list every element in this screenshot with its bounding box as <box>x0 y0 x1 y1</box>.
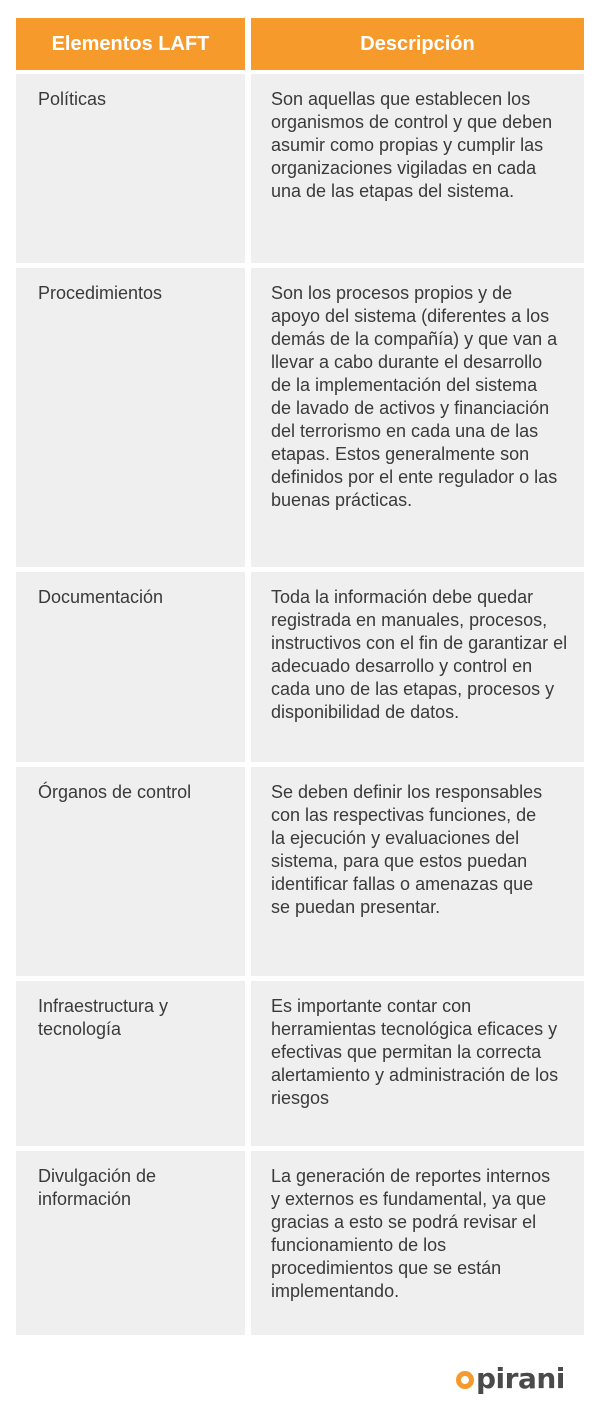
header-elementos-laft: Elementos LAFT <box>16 18 245 70</box>
row-element-procedimientos: Procedimientos <box>16 268 245 567</box>
row-element-divulgacion-de-informacion: Divulgación de información <box>16 1151 245 1335</box>
row-description-infraestructura-y-tecnologia: Es importante contar con herramientas tecnológica eficaces y efectivas que permitan la correcta alertamiento y administración de los riesgos <box>251 981 584 1146</box>
row-element-infraestructura-y-tecnologia: Infraestructura y tecnología <box>16 981 245 1146</box>
row-description-documentacion: Toda la información debe quedar registrada en manuales, procesos, instructivos con el fin de garantizar el adecuado desarrollo y control en cada uno de las etapas, procesos y disponibilidad de datos. <box>251 572 584 762</box>
row-element-politicas: Políticas <box>16 74 245 263</box>
logo-circle-icon <box>456 1371 474 1389</box>
row-description-politicas: Son aquellas que establecen los organismos de control y que deben asumir como propias y cumplir las organizaciones vigiladas en cada una de las etapas del sistema. <box>251 74 584 263</box>
row-element-documentacion: Documentación <box>16 572 245 762</box>
row-description-procedimientos: Son los procesos propios y de apoyo del sistema (diferentes a los demás de la compañía) y que van a llevar a cabo durante el desarrollo de la implementación del sistema de lavado de activos y financiación del terrorismo en cada una de las etapas. Estos generalmente son definidos por el ente regulador o las buenas prácticas. <box>251 268 584 567</box>
row-description-organos-de-control: Se deben definir los responsables con las respectivas funciones, de la ejecución y evaluaciones del sistema, para que estos puedan identificar fallas o amenazas que se puedan presentar. <box>251 767 584 976</box>
row-element-organos-de-control: Órganos de control <box>16 767 245 976</box>
logo-text: pirani <box>476 1362 565 1395</box>
header-descripcion: Descripción <box>251 18 584 70</box>
pirani-logo <box>456 1362 565 1395</box>
row-description-divulgacion-de-informacion: La generación de reportes internos y externos es fundamental, ya que gracias a esto se podrá revisar el funcionamiento de los procedimientos que se están implementando. <box>251 1151 584 1335</box>
